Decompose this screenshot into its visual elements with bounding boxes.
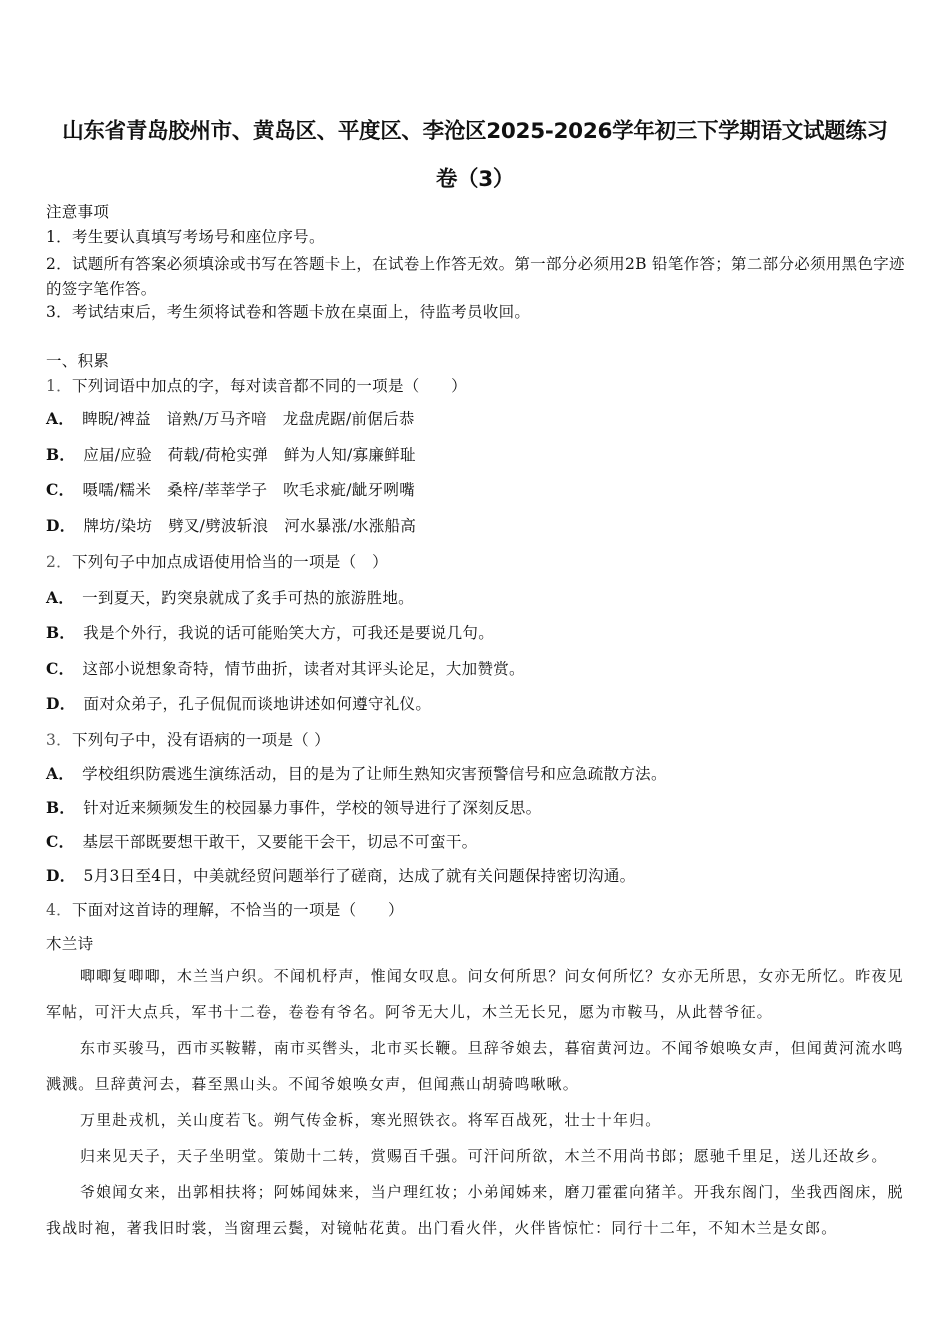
notice-item-1: 1．考生要认真填写考场号和座位序号。	[46, 228, 325, 246]
question-4	[46, 900, 404, 920]
question-stem: 下列句子中，没有语病的一项是（ ）	[71, 731, 330, 749]
option-text: 一到夏天，趵突泉就成了炙手可热的旅游胜地。	[82, 589, 414, 607]
q3-option-d	[46, 866, 635, 886]
q3-option-b	[46, 798, 541, 818]
option-label: A．	[46, 588, 75, 607]
poem-title: 木兰诗	[46, 935, 94, 953]
question-1	[46, 376, 467, 396]
option-label: A．	[46, 409, 75, 428]
option-text: 嗫嚅/糯米 桑梓/莘莘学子 吹毛求疵/龇牙咧嘴	[82, 481, 416, 499]
q2-option-a	[46, 588, 414, 608]
option-text: 学校组织防震逃生演练活动，目的是为了让师生熟知灾害预警信号和应急疏散方法。	[82, 765, 667, 783]
poem-paragraph: 万里赴戎机，关山度若飞。朔气传金柝，寒光照铁衣。将军百战死，壮士十年归。	[80, 1111, 662, 1129]
notice-heading: 注意事项	[46, 203, 110, 221]
q1-option-c	[46, 480, 415, 500]
option-label: D．	[46, 866, 76, 885]
option-label: D．	[46, 694, 76, 713]
option-text: 针对近来频频发生的校园暴力事件，学校的领导进行了深刻反思。	[83, 799, 542, 817]
option-label: C．	[46, 832, 75, 851]
poem-body	[46, 958, 908, 1246]
option-text: 应届/应验 荷载/荷枪实弹 鲜为人知/寡廉鲜耻	[83, 446, 416, 464]
question-2	[46, 552, 388, 572]
option-label: B．	[46, 623, 76, 642]
q2-option-c	[46, 659, 525, 679]
option-text: 这部小说想象奇特，情节曲折，读者对其评头论足，大加赞赏。	[82, 660, 525, 678]
question-stem: 下列词语中加点的字，每对读音都不同的一项是（ ）	[71, 377, 467, 395]
question-number: 3．	[46, 731, 72, 749]
option-text: 睥睨/裨益 谙熟/万马齐喑 龙盘虎踞/前倨后恭	[82, 410, 415, 428]
question-3	[46, 730, 330, 750]
option-text: 5月3日至4日，中美就经贸问题举行了磋商，达成了就有关问题保持密切沟通。	[83, 867, 636, 885]
question-stem: 下面对这首诗的理解，不恰当的一项是（ ）	[71, 901, 404, 919]
q1-option-d	[46, 516, 416, 536]
option-text: 面对众弟子，孔子侃侃而谈地讲述如何遵守礼仪。	[83, 695, 432, 713]
q2-option-b	[46, 623, 494, 643]
option-text: 我是个外行，我说的话可能贻笑大方，可我还是要说几句。	[83, 624, 495, 642]
q1-option-a	[46, 409, 415, 429]
notice-item-3: 3．考试结束后，考生须将试卷和答题卡放在桌面上，待监考员收回。	[46, 303, 531, 321]
option-label: D．	[46, 516, 76, 535]
section-heading: 一、积累	[46, 352, 110, 370]
option-label: B．	[46, 798, 76, 817]
poem-paragraph: 唧唧复唧唧，木兰当户织。不闻机杼声，惟闻女叹息。问女何所思？问女何所忆？女亦无所思，女亦无所忆。昨夜见军帖，可汗大点兵，军书十二卷，卷卷有爷名。阿爷无大儿，木兰无长兄，愿为市鞍马，从此替爷征。	[46, 967, 904, 1021]
option-label: C．	[46, 480, 75, 499]
question-stem: 下列句子中加点成语使用恰当的一项是（ ）	[71, 553, 388, 571]
option-text: 牌坊/染坊 劈叉/劈波斩浪 河水暴涨/水涨船高	[83, 517, 417, 535]
option-text: 基层干部既要想干敢干，又要能干会干，切忌不可蛮干。	[82, 833, 478, 851]
notice-item-2: 2．试题所有答案必须填涂或书写在答题卡上，在试卷上作答无效。第一部分必须用2B 铅笔作答；第二部分必须用黑色字迹的签字笔作答。	[46, 255, 905, 298]
poem-paragraph: 爷娘闻女来，出郭相扶将；阿姊闻妹来，当户理红妆；小弟闻姊来，磨刀霍霍向猪羊。开我东阁门，坐我西阁床，脱我战时袍，著我旧时裳，当窗理云鬓，对镜帖花黄。出门看火伴，火伴皆惊忙：同行十二年，不知木兰是女郎。	[46, 1183, 904, 1237]
q3-option-c	[46, 832, 477, 852]
q3-option-a	[46, 764, 667, 784]
poem-paragraph: 归来见天子，天子坐明堂。策勋十二转，赏赐百千强。可汗问所欲，木兰不用尚书郎；愿驰千里足，送儿还故乡。	[80, 1147, 888, 1165]
q2-option-d	[46, 694, 431, 714]
exam-title-line1: 山东省青岛胶州市、黄岛区、平度区、李沧区2025-2026学年初三下学期语文试题练习	[62, 119, 888, 144]
question-number: 4．	[46, 901, 72, 919]
option-label: A．	[46, 764, 75, 783]
option-label: B．	[46, 445, 76, 464]
poem-paragraph: 东市买骏马，西市买鞍鞯，南市买辔头，北市买长鞭。旦辞爷娘去，暮宿黄河边。不闻爷娘唤女声，但闻黄河流水鸣溅溅。旦辞黄河去，暮至黑山头。不闻爷娘唤女声，但闻燕山胡骑鸣啾啾。	[46, 1039, 904, 1093]
option-label: C．	[46, 659, 75, 678]
question-number: 1．	[46, 377, 72, 395]
question-number: 2．	[46, 553, 72, 571]
exam-title-line2: 卷（3）	[435, 167, 515, 192]
q1-option-b	[46, 445, 416, 465]
